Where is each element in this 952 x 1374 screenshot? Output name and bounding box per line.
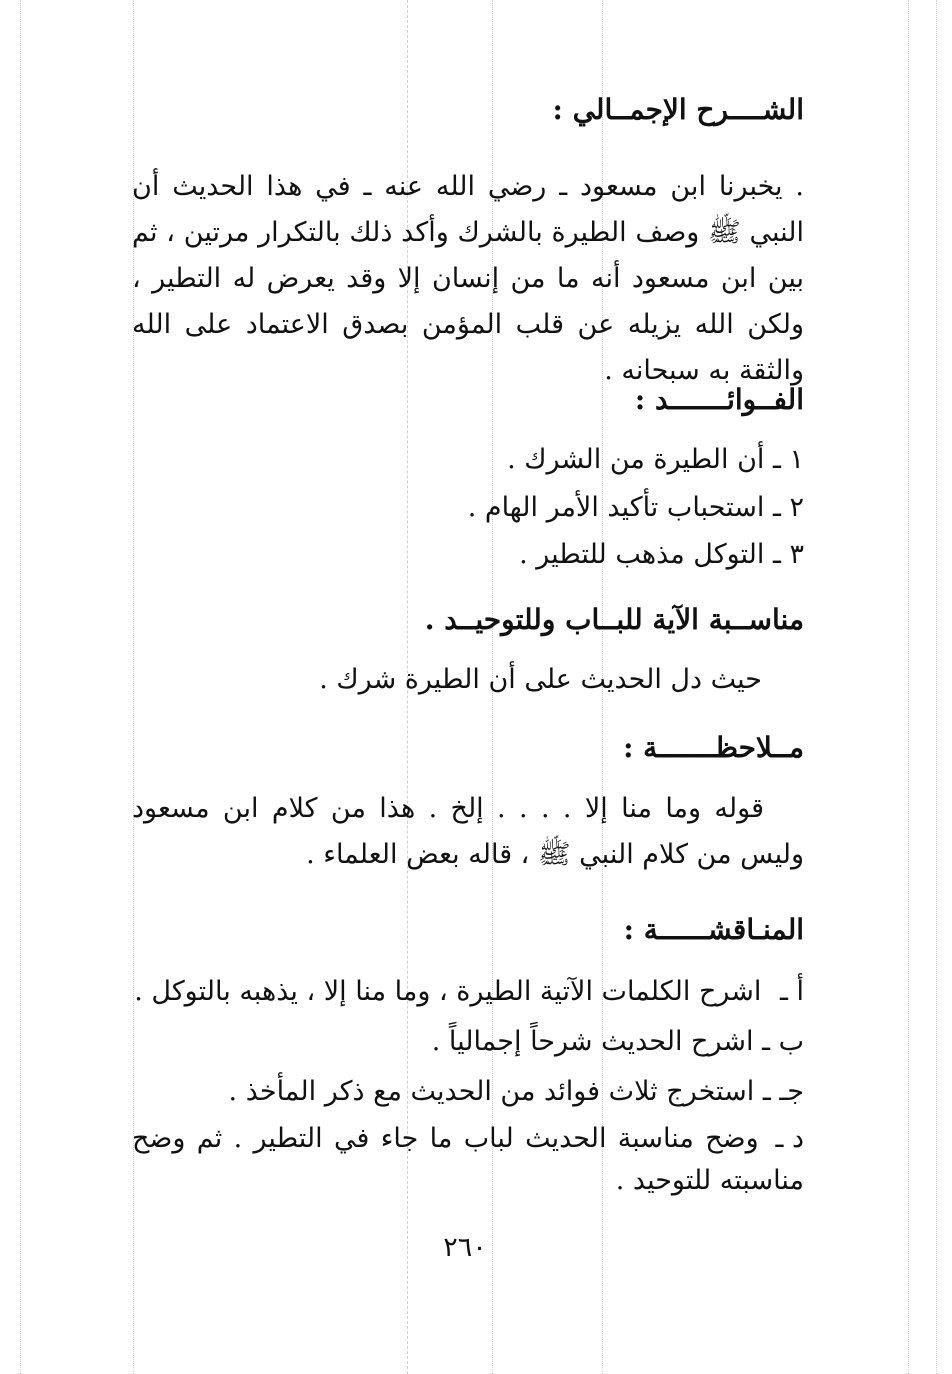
discussion-item-c xyxy=(229,1072,804,1112)
benefits-heading: الفــوائـــــــد : xyxy=(634,383,804,416)
discussion-item-b xyxy=(432,1022,804,1062)
summary-paragraph: . يخبرنا ابن مسعود ـ رضي الله عنه ـ في هذا الحديث أن النبي ﷺ وصف الطيرة بالشرك وأكد ذلك بالتكرار مرتين ، ثم بين ابن مسعود أنه ما من إنسان إلا وقد يعرض له التطير ، ولكن الله يزيله عن قلب المؤمن بصدق الاعتماد على الله والثقة به سبحانه . xyxy=(132,171,804,386)
discussion-text: اشرح الكلمات الآتية الطيرة ، وما منا إلا ، يذهبه بالتوكل . xyxy=(134,976,762,1007)
discussion-item-d xyxy=(132,1118,804,1202)
benefit-item-2: ٢ ـ استحباب تأكيد الأمر الهام . xyxy=(467,492,804,523)
discussion-marker: جـ ـ xyxy=(762,1076,804,1107)
discussion-heading: المنـاقشــــــة : xyxy=(623,913,804,946)
discussion-text: اشرح الحديث شرحاً إجمالياً . xyxy=(431,1026,754,1057)
discussion-text: استخرج ثلاث فوائد من الحديث مع ذكر المأخذ . xyxy=(228,1076,755,1107)
benefit-item-3: ٣ ـ التوكل مذهب للتطير . xyxy=(519,539,804,570)
benefit-item-1: ١ ـ أن الطيرة من الشرك . xyxy=(507,444,804,475)
scan-guide-line xyxy=(908,0,909,1374)
discussion-marker: أ ـ xyxy=(780,976,804,1007)
discussion-item-a xyxy=(134,972,804,1012)
scan-guide-line xyxy=(936,0,937,1374)
page-number: ٢٦٠ xyxy=(443,1232,487,1263)
relevance-heading: مناســبة الآية للبــاب وللتوحيــد . xyxy=(424,603,804,636)
discussion-marker: ب ـ xyxy=(762,1026,804,1057)
scan-guide-line xyxy=(20,0,21,1374)
summary-heading: الشــــرح الإجمــالي : xyxy=(552,93,804,126)
note-paragraph: قوله وما منا إلا . . . . إلخ . هذا من كلام ابن مسعود وليس من كلام النبي ﷺ ، قاله بعض العلماء . xyxy=(132,793,804,870)
relevance-text: حيث دل الحديث على أن الطيرة شرك . xyxy=(319,664,762,695)
discussion-marker: د ـ xyxy=(775,1123,804,1154)
note-heading: مــلاحظـــــــة : xyxy=(623,731,804,764)
discussion-text: وضح مناسبة الحديث لباب ما جاء في التطير . ثم وضح مناسبته للتوحيد . xyxy=(132,1123,804,1196)
